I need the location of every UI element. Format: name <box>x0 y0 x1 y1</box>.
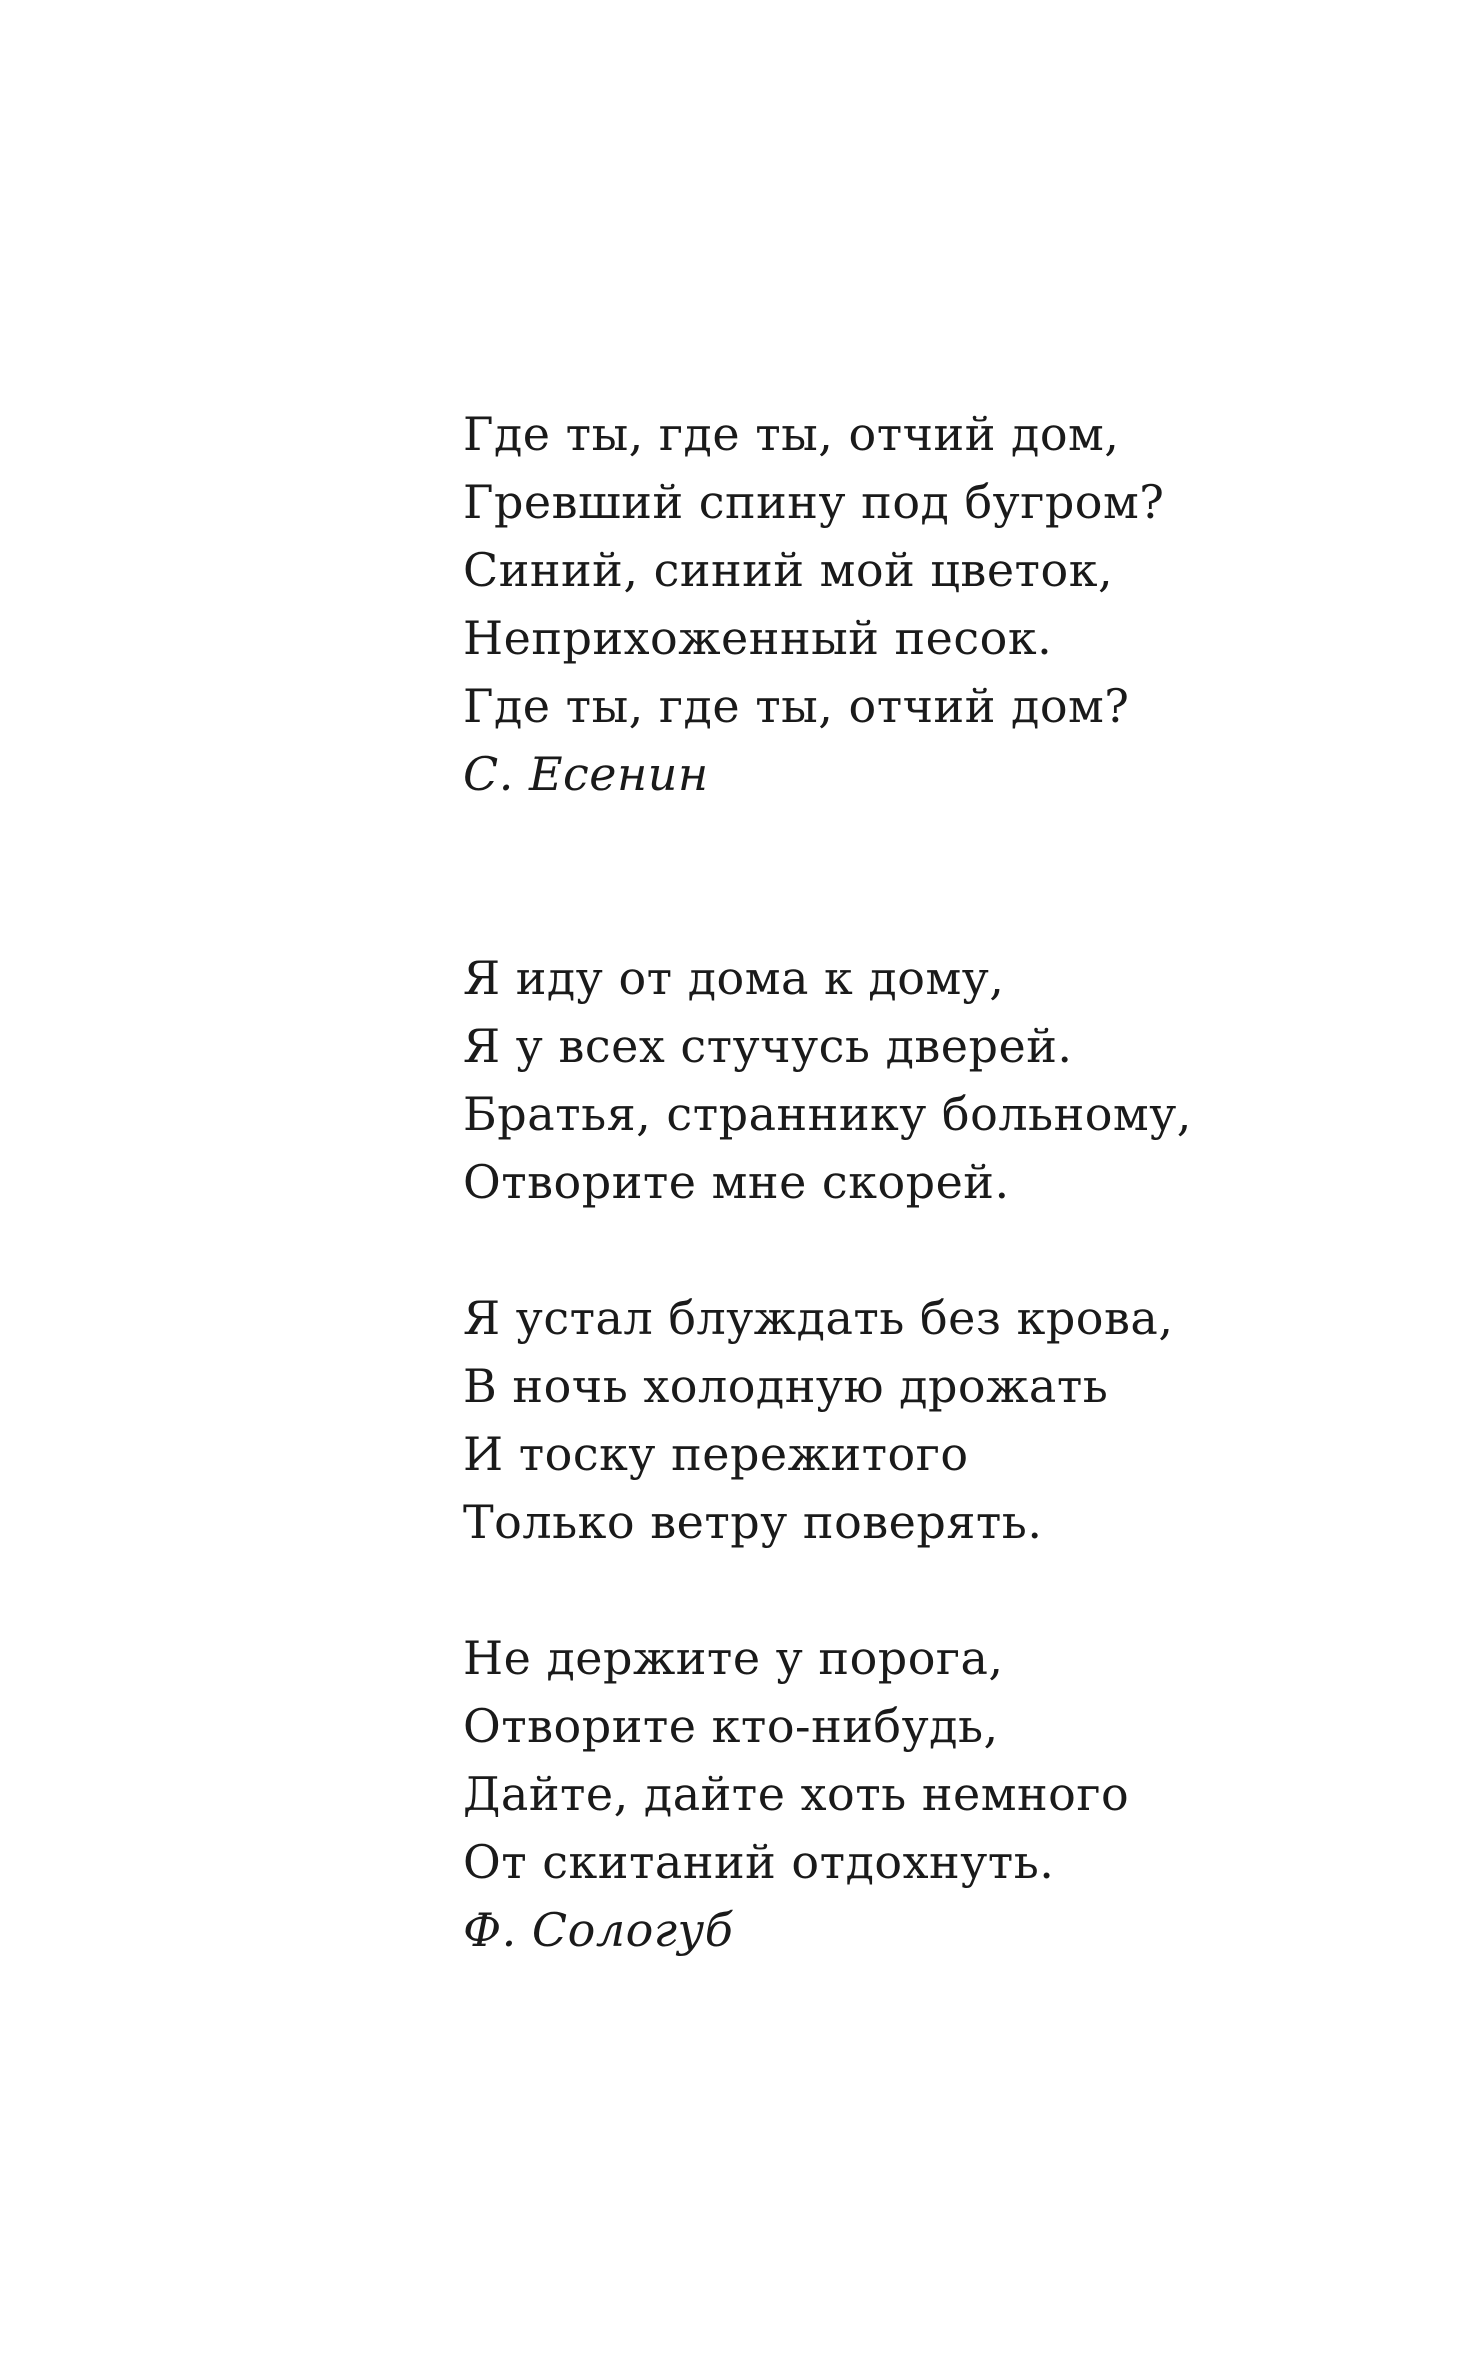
poem-line: Я у всех стучусь дверей. <box>463 1019 1073 1073</box>
stanza-separator <box>463 1556 1443 1624</box>
poems-column <box>463 400 1443 1964</box>
poem-separator <box>463 808 1443 944</box>
poem-line: Где ты, где ты, отчий дом? <box>463 679 1130 733</box>
poem-line: Неприхоженный песок. <box>463 611 1053 665</box>
stanza-separator <box>463 1216 1443 1284</box>
poem-line: В ночь холодную дрожать <box>463 1359 1109 1413</box>
poem-stanza <box>463 400 1443 740</box>
poem-line: Я иду от дома к дому, <box>463 951 1005 1005</box>
poem-line: Я устал блуждать без крова, <box>463 1291 1174 1345</box>
poem-line: Только ветру поверять. <box>463 1495 1043 1549</box>
poem-sologub <box>463 944 1443 1964</box>
poem-esenin <box>463 400 1443 808</box>
poem-stanza <box>463 1284 1443 1556</box>
poem-line: Гревший спину под бугром? <box>463 475 1165 529</box>
poem-line: От скитаний отдохнуть. <box>463 1835 1055 1889</box>
poem-author: Ф. Сологуб <box>463 1903 734 1957</box>
poem-line: Братья, страннику больному, <box>463 1087 1192 1141</box>
poem-line: Дайте, дайте хоть немного <box>463 1767 1130 1821</box>
poem-line: Синий, синий мой цветок, <box>463 543 1114 597</box>
poem-line: Отворите мне скорей. <box>463 1155 1010 1209</box>
poem-line: Отворите кто-нибудь, <box>463 1699 999 1753</box>
poem-author: С. Есенин <box>463 747 709 801</box>
poem-line: Где ты, где ты, отчий дом, <box>463 407 1120 461</box>
poem-line: Не держите у порога, <box>463 1631 1004 1685</box>
poem-line: И тоску пережитого <box>463 1427 969 1481</box>
poem-stanza <box>463 1624 1443 1896</box>
poem-stanza <box>463 944 1443 1216</box>
